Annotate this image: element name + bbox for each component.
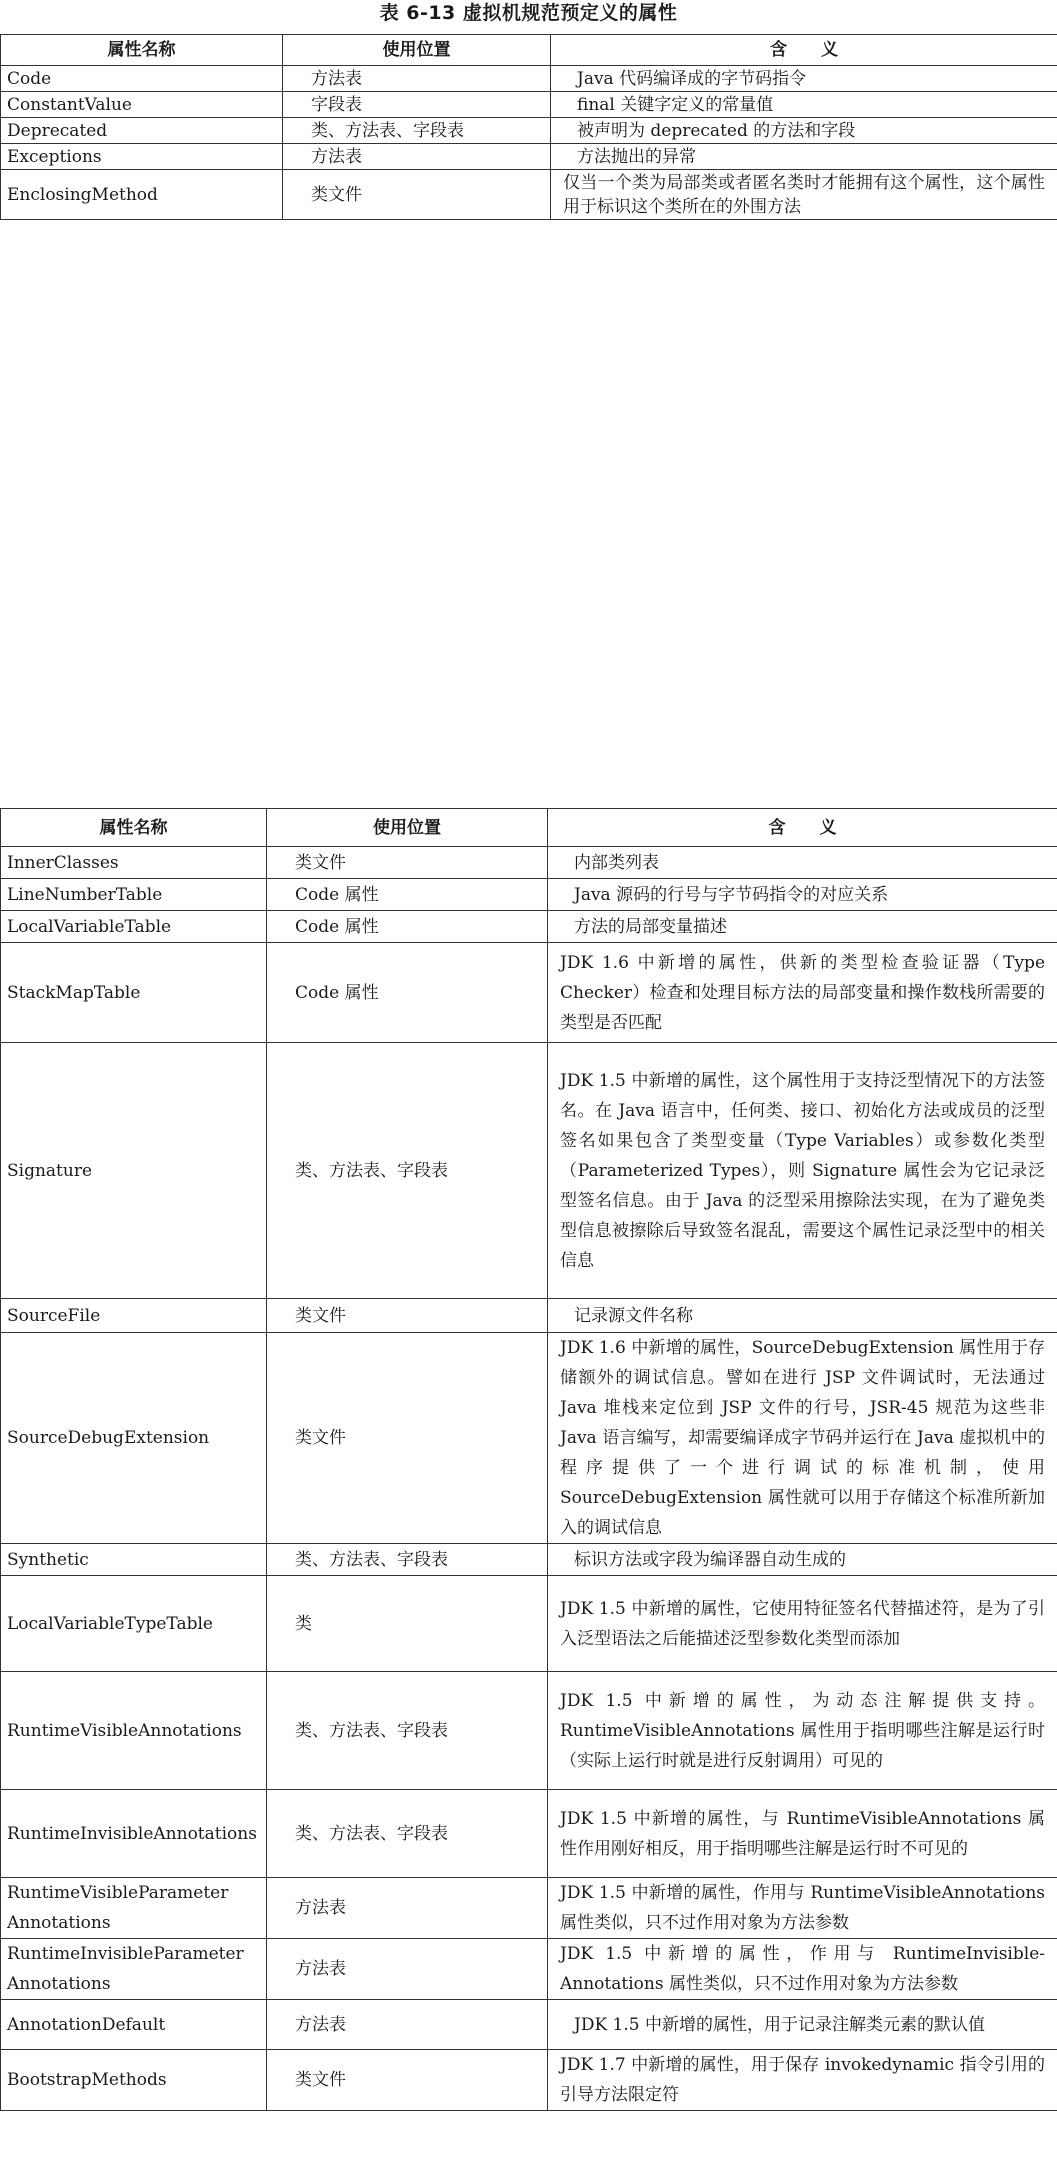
meaning-cell: JDK 1.5 中新增的属性，作用与 RuntimeVisibleAnnotations 属性类似，只不过作用对象为方法参数: [548, 1878, 1057, 1939]
usage-location-cell: 类、方法表、字段表: [267, 1672, 548, 1790]
attribute-name-cell: RuntimeInvisibleAnnotations: [1, 1790, 267, 1878]
attribute-name-cell: InnerClasses: [1, 847, 267, 879]
meaning-cell: JDK 1.5 中新增的属性，它使用特征签名代替描述符，是为了引入泛型语法之后能描述泛型参数化类型而添加: [548, 1576, 1057, 1672]
table-row: [1, 66, 1057, 92]
meaning-cell: Java 源码的行号与字节码指令的对应关系: [548, 879, 1057, 911]
usage-location-cell: 类文件: [267, 847, 548, 879]
table-row: [1, 170, 1057, 220]
usage-location-cell: 方法表: [283, 144, 551, 170]
table-row: [1, 1043, 1057, 1299]
meaning-cell: 仅当一个类为局部类或者匿名类时才能拥有这个属性，这个属性用于标识这个类所在的外围方法: [551, 170, 1057, 220]
attribute-name-cell: BootstrapMethods: [1, 2050, 267, 2111]
header-location: 使用位置: [283, 35, 551, 66]
meaning-cell: JDK 1.5 中新增的属性，作用与 RuntimeInvisible-Annotations 属性类似，只不过作用对象为方法参数: [548, 1939, 1057, 2000]
attribute-name-cell: Code: [1, 66, 283, 92]
meaning-cell: 标识方法或字段为编译器自动生成的: [548, 1544, 1057, 1576]
attribute-name-cell: SourceFile: [1, 1299, 267, 1333]
attribute-name-cell: LocalVariableTypeTable: [1, 1576, 267, 1672]
header-name: 属性名称: [1, 35, 283, 66]
attribute-name-cell: Exceptions: [1, 144, 283, 170]
usage-location-cell: 类文件: [267, 1333, 548, 1544]
table-row: [1, 879, 1057, 911]
table-row: [1, 2050, 1057, 2111]
table-row: [1, 1576, 1057, 1672]
table-row: [1, 1790, 1057, 1878]
table-row: [1, 118, 1057, 144]
usage-location-cell: 类文件: [267, 2050, 548, 2111]
header-meaning: 含 义: [551, 35, 1057, 66]
header-name: 属性名称: [1, 809, 267, 847]
table-row: [1, 144, 1057, 170]
table-row: [1, 92, 1057, 118]
usage-location-cell: 类、方法表、字段表: [267, 1043, 548, 1299]
attribute-name-cell: RuntimeVisibleAnnotations: [1, 1672, 267, 1790]
meaning-cell: 记录源文件名称: [548, 1299, 1057, 1333]
meaning-cell: JDK 1.6 中新增的属性，供新的类型检查验证器（Type Checker）检查和处理目标方法的局部变量和操作数栈所需要的类型是否匹配: [548, 943, 1057, 1043]
meaning-cell: final 关键字定义的常量值: [551, 92, 1057, 118]
meaning-cell: JDK 1.6 中新增的属性，SourceDebugExtension 属性用于存储额外的调试信息。譬如在进行 JSP 文件调试时，无法通过 Java 堆栈来定位到 JSP 文件的行号，JSR-45 规范为这些非 Java 语言编写，却需要编译成字节码并运行在 Java 虚拟机中的程序提供了一个进行调试的标准机制，使用 SourceDebugExtension 属性就可以用于存储这个标准所新加入的调试信息: [548, 1333, 1057, 1544]
meaning-cell: JDK 1.5 中新增的属性，与 RuntimeVisibleAnnotations 属性作用刚好相反，用于指明哪些注解是运行时不可见的: [548, 1790, 1057, 1878]
meaning-cell: JDK 1.5 中新增的属性，为动态注解提供支持。RuntimeVisibleAnnotations 属性用于指明哪些注解是运行时（实际上运行时就是进行反射调用）可见的: [548, 1672, 1057, 1790]
attribute-name-cell: RuntimeVisibleParameter Annotations: [1, 1878, 267, 1939]
usage-location-cell: 类、方法表、字段表: [267, 1790, 548, 1878]
meaning-cell: 方法的局部变量描述: [548, 911, 1057, 943]
meaning-cell: JDK 1.5 中新增的属性，用于记录注解类元素的默认值: [548, 2000, 1057, 2050]
usage-location-cell: Code 属性: [267, 911, 548, 943]
usage-location-cell: 方法表: [267, 1939, 548, 2000]
usage-location-cell: 类、方法表、字段表: [283, 118, 551, 144]
table-row: [1, 1878, 1057, 1939]
usage-location-cell: 方法表: [267, 2000, 548, 2050]
meaning-cell: JDK 1.5 中新增的属性，这个属性用于支持泛型情况下的方法签名。在 Java 语言中，任何类、接口、初始化方法或成员的泛型签名如果包含了类型变量（Type Variables）或参数化类型（Parameterized Types），则 Signature 属性会为它记录泛型签名信息。由于 Java 的泛型采用擦除法实现，在为了避免类型信息被擦除后导致签名混乱，需要这个属性记录泛型中的相关信息: [548, 1043, 1057, 1299]
usage-location-cell: Code 属性: [267, 879, 548, 911]
usage-location-cell: Code 属性: [267, 943, 548, 1043]
attribute-name-cell: StackMapTable: [1, 943, 267, 1043]
attribute-name-cell: LineNumberTable: [1, 879, 267, 911]
attribute-name-cell: LocalVariableTable: [1, 911, 267, 943]
table-row: [1, 1299, 1057, 1333]
header-location: 使用位置: [267, 809, 548, 847]
table-row: [1, 911, 1057, 943]
table-row: [1, 1939, 1057, 2000]
attributes-table-bottom: [0, 808, 1057, 2111]
attribute-name-cell: AnnotationDefault: [1, 2000, 267, 2050]
meaning-cell: 内部类列表: [548, 847, 1057, 879]
table-caption: 表 6-13 虚拟机规范预定义的属性: [379, 2, 678, 24]
meaning-cell: JDK 1.7 中新增的属性，用于保存 invokedynamic 指令引用的引导方法限定符: [548, 2050, 1057, 2111]
table-row: [1, 847, 1057, 879]
usage-location-cell: 类: [267, 1576, 548, 1672]
header-meaning: 含 义: [548, 809, 1057, 847]
table-row: [1, 1544, 1057, 1576]
attributes-table-top: [0, 34, 1057, 220]
usage-location-cell: 类、方法表、字段表: [267, 1544, 548, 1576]
attribute-name-cell: Deprecated: [1, 118, 283, 144]
attribute-name-cell: Synthetic: [1, 1544, 267, 1576]
usage-location-cell: 方法表: [283, 66, 551, 92]
attribute-name-cell: ConstantValue: [1, 92, 283, 118]
usage-location-cell: 类文件: [283, 170, 551, 220]
attribute-name-cell: SourceDebugExtension: [1, 1333, 267, 1544]
table-row: [1, 1333, 1057, 1544]
table-row: [1, 943, 1057, 1043]
usage-location-cell: 字段表: [283, 92, 551, 118]
usage-location-cell: 方法表: [267, 1878, 548, 1939]
meaning-cell: 方法抛出的异常: [551, 144, 1057, 170]
attribute-name-cell: RuntimeInvisibleParameter Annotations: [1, 1939, 267, 2000]
table-row: [1, 1672, 1057, 1790]
meaning-cell: 被声明为 deprecated 的方法和字段: [551, 118, 1057, 144]
attribute-name-cell: Signature: [1, 1043, 267, 1299]
table-row: [1, 2000, 1057, 2050]
usage-location-cell: 类文件: [267, 1299, 548, 1333]
meaning-cell: Java 代码编译成的字节码指令: [551, 66, 1057, 92]
attribute-name-cell: EnclosingMethod: [1, 170, 283, 220]
